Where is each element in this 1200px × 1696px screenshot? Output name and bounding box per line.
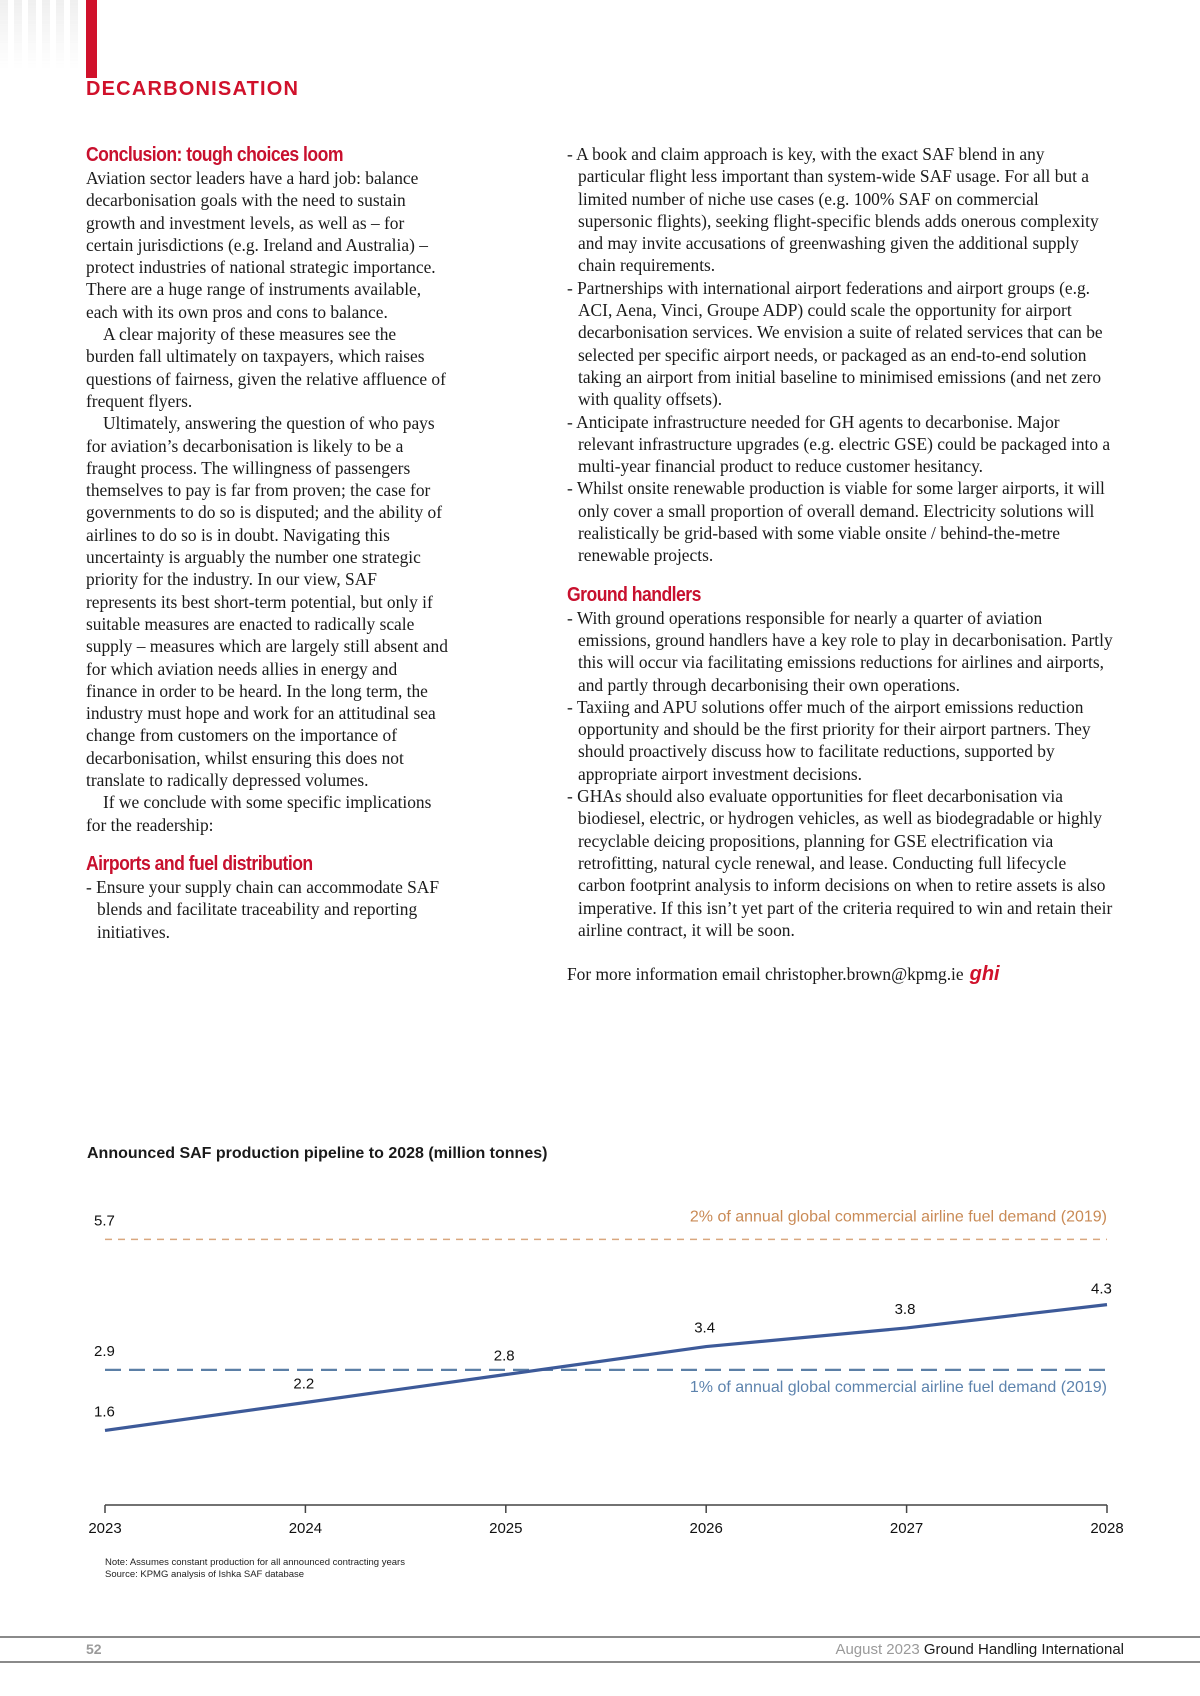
paragraph: Aviation sector leaders have a hard job: balance decarbonisation goals with the need to sustain growth and investment levels, as well as – for certain jurisdictions (e.g. Ireland and Australia) – protect industries of national strategic importance. There are a huge range of instruments available, each with its own pros and cons to balance. xyxy=(86,168,436,322)
ghi-logo: ghi xyxy=(969,963,1000,986)
reference-value-label: 5.7 xyxy=(94,1212,115,1230)
paragraph: Ultimately, answering the question of who pays for aviation’s decarbonisation is likely to be a fraught process. The willingness of passengers themselves to pay is far from proven; the case for governments to do so is disputed; and the ability of airlines to do so is in doubt. Navigating this uncertainty is arguably the number one strategic priority for the industry. In our view, SAF represents its best short-term potential, but only if suitable measures are enacted to radically scale supply – measures which are largely still absent and for which aviation needs allies in energy and finance in order to be heard. In the long term, the industry must hope and work for an attitudinal sea change from customers on the importance of decarbonisation, whilst ensuring this does not translate to radically depressed volumes. xyxy=(86,413,448,791)
x-tick-label: 2027 xyxy=(889,1520,924,1537)
heading-conclusion: Conclusion: tough choices loom xyxy=(86,144,343,166)
footer-divider-top xyxy=(0,1636,1200,1638)
paragraph: If we conclude with some specific implications for the readership: xyxy=(86,792,432,835)
bullet-item: - Anticipate infrastructure needed for GH agents to decarbonise. Major relevant infrastructure upgrades (e.g. electric GSE) could be packaged into a multi-year financial product to reduce customer hesitancy. xyxy=(567,411,1111,477)
x-tick-label: 2026 xyxy=(689,1520,723,1537)
bullet-item: - A book and claim approach is key, with the exact SAF blend in any particular flight less important than system-wide SAF usage. For all but a limited number of niche use cases (e.g. 100% SAF on commercial supersonic flights), seeking flight-specific blends adds onerous complexity and may invite accusations of greenwashing given the additional supply chain requirements. xyxy=(567,144,1099,276)
data-label: 2.2 xyxy=(293,1375,315,1393)
data-label: 1.6 xyxy=(94,1403,115,1421)
section-label: DECARBONISATION xyxy=(86,78,300,100)
publication-name: Ground Handling International xyxy=(923,1641,1124,1658)
source-text: Source: KPMG analysis of Ishka SAF database xyxy=(105,1569,305,1580)
data-label: 3.4 xyxy=(694,1319,716,1337)
note-text: Note: Assumes constant production for all announced contracting years xyxy=(105,1557,405,1568)
bullet-item: - Partnerships with international airport federations and airport groups (e.g. ACI, Aena, Vinci, Groupe ADP) could scale the opportunity for airport decarbonisation services. We envision a suite of related services that can be selected per specific airport needs, or packaged as an end-to-end solution taking an airport from initial baseline to minimised emissions (and net zero with quality offsets). xyxy=(567,277,1103,410)
bullet-item: - With ground operations responsible for nearly a quarter of aviation emissions, ground handlers have a key role to play in decarbonisation. Partly this will occur via facilitating emissions reductions for airlines and airports, and partly through decarbonising their own operations. xyxy=(567,607,1113,695)
heading-ground-handlers: Ground handlers xyxy=(567,583,701,606)
x-tick-label: 2028 xyxy=(1090,1520,1124,1537)
bullet-item: - Ensure your supply chain can accommodate SAF blends and facilitate traceability and reporting initiatives. xyxy=(86,876,440,942)
chart-note xyxy=(105,1557,405,1581)
chart-title: Announced SAF production pipeline to 2028 (million tonnes) xyxy=(87,1145,548,1162)
footer-publication xyxy=(835,1641,1124,1658)
data-label: 2.8 xyxy=(493,1347,515,1365)
issue-date: August 2023 xyxy=(835,1641,920,1658)
paragraph: A clear majority of these measures see the burden fall ultimately on taxpayers, which raises questions of fairness, given the relative affluence of frequent flyers. xyxy=(86,324,446,411)
contact-text: For more information email christopher.brown@kpmg.ie xyxy=(567,964,964,985)
series-line xyxy=(105,1305,1107,1431)
reference-line-label: 2% of annual global commercial airline fuel demand (2019) xyxy=(689,1208,1107,1226)
bullet-item: - GHAs should also evaluate opportunities for fleet decarbonisation via biodiesel, electric, or hydrogen vehicles, as well as biodegradable or highly recyclable deicing propositions, planning for GSE electrification via retrofitting, natural cycle renewal, and lease. Conducting full lifecycle carbon footprint analysis to inform decisions on when to retire assets is also imperative. If this isn’t yet part of the criteria required to win and retain their airline contract, it will be soon. xyxy=(567,786,1113,940)
data-label: 4.3 xyxy=(1091,1280,1112,1298)
reference-line-label: 1% of annual global commercial airline fuel demand (2019) xyxy=(689,1378,1107,1396)
x-tick-label: 2023 xyxy=(88,1520,122,1537)
bullet-item: - Taxiing and APU solutions offer much of the airport emissions reduction opportunity and should be the first priority for their airport partners. They should proactively discuss how to facilitate reductions, supported by appropriate airport investment decisions. xyxy=(567,696,1091,784)
heading-airports: Airports and fuel distribution xyxy=(86,852,313,875)
data-label: 3.8 xyxy=(894,1300,916,1318)
x-tick-label: 2024 xyxy=(288,1520,323,1537)
page-number: 52 xyxy=(86,1641,102,1657)
bullet-item: - Whilst onsite renewable production is viable for some larger airports, it will only cover a small proportion of overall demand. Electricity solutions will realistically be grid-based with some viable onsite / behind-the-metre renewable projects. xyxy=(567,478,1105,566)
reference-value-label: 2.9 xyxy=(94,1342,115,1360)
x-tick-label: 2025 xyxy=(489,1520,523,1537)
footer-divider-bottom xyxy=(0,1661,1200,1663)
